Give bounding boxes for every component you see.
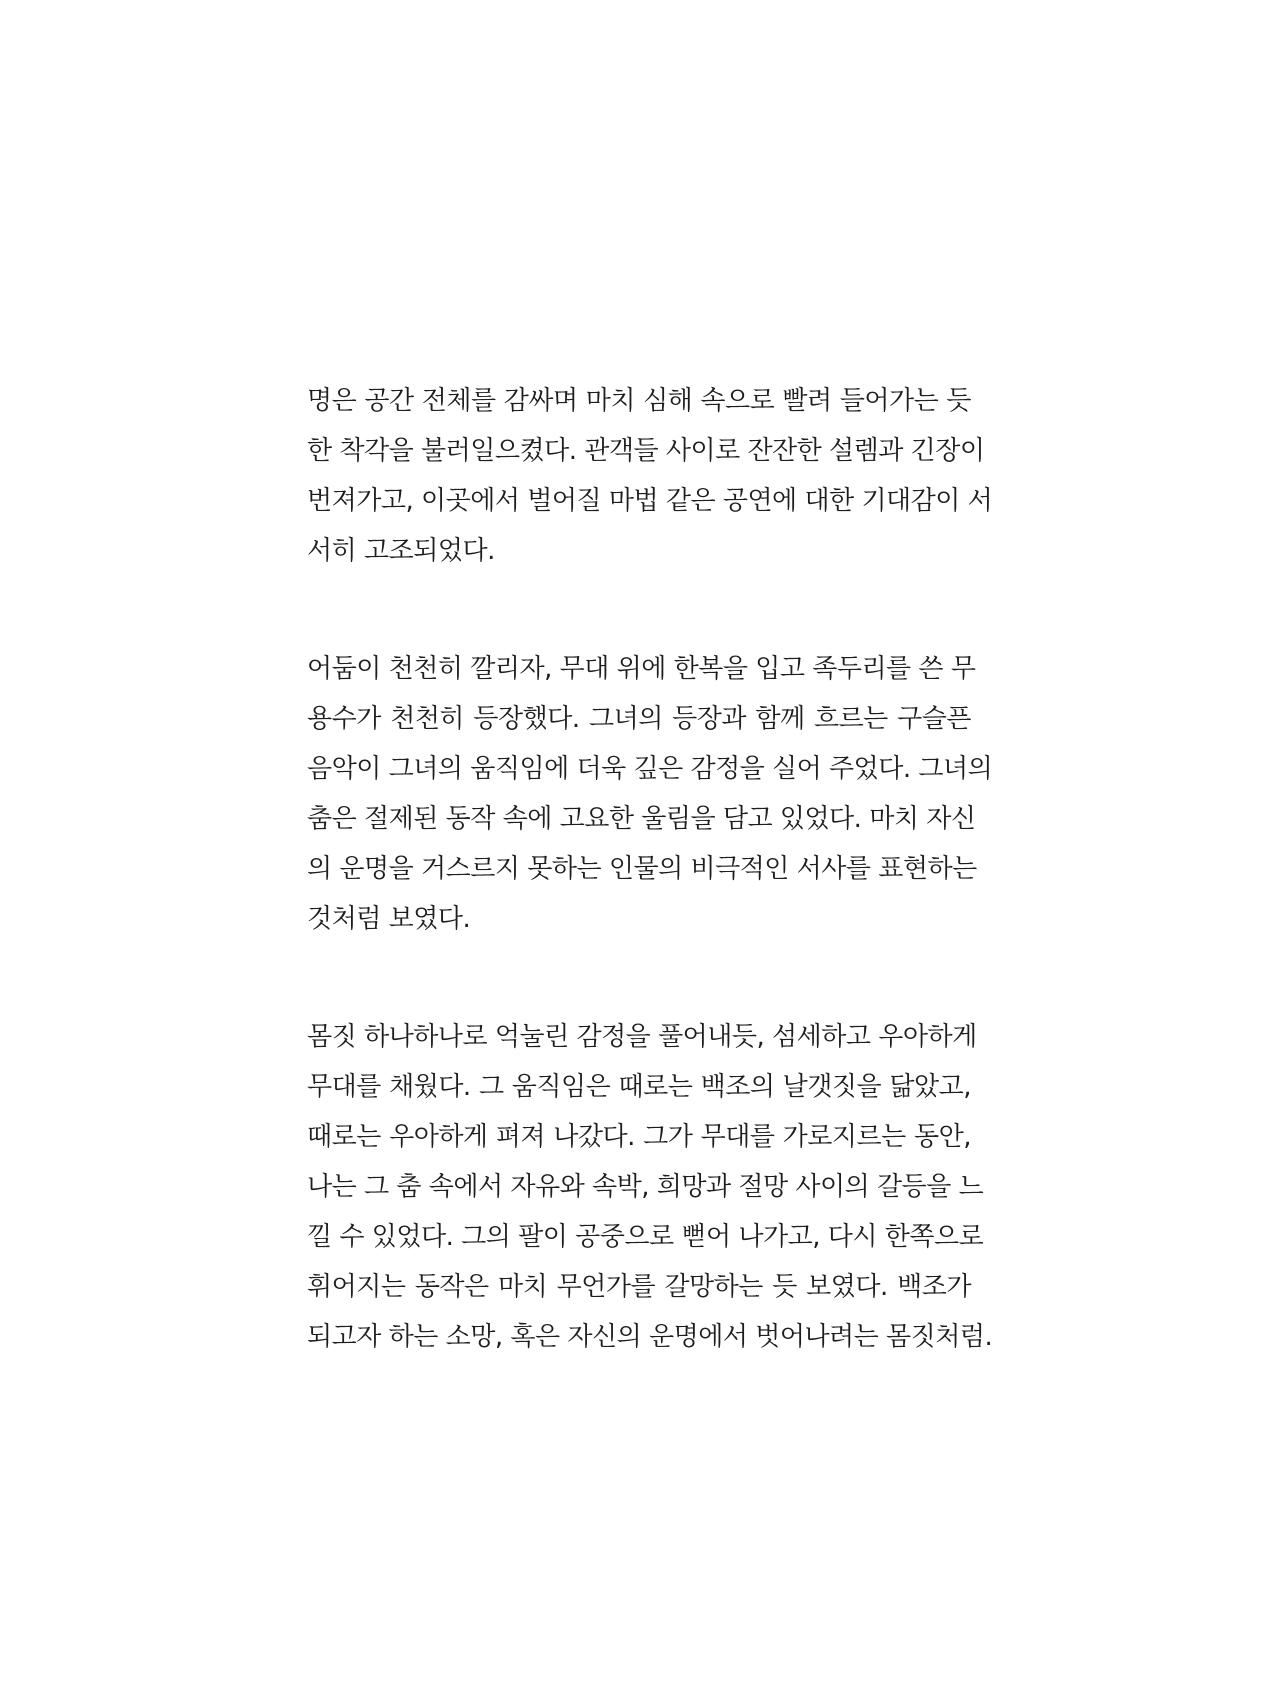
text-line: 되고자 하는 소망, 혹은 자신의 운명에서 벗어나려는 몸짓처럼. — [307, 1322, 993, 1352]
body-text — [307, 376, 993, 1430]
paragraph-2 — [307, 644, 993, 944]
text-line: 낄 수 있었다. 그의 팔이 공중으로 뻗어 나가고, 다시 한쪽으로 — [307, 1222, 984, 1252]
text-line: 휘어지는 동작은 마치 무언가를 갈망하는 듯 보였다. 백조가 — [307, 1272, 971, 1302]
text-line: 명은 공간 전체를 감싸며 마치 심해 속으로 빨려 들어가는 듯 — [307, 386, 971, 416]
text-line: 때로는 우아하게 펴져 나갔다. 그가 무대를 가로지르는 동안, — [307, 1122, 971, 1152]
text-line: 서히 고조되었다. — [307, 536, 495, 566]
text-line: 의 운명을 거스르지 못하는 인물의 비극적인 서사를 표현하는 — [307, 854, 977, 884]
text-line: 음악이 그녀의 움직임에 더욱 깊은 감정을 실어 주었다. 그녀의 — [307, 754, 993, 784]
text-line: 나는 그 춤 속에서 자유와 속박, 희망과 절망 사이의 갈등을 느 — [307, 1172, 984, 1202]
paragraph-3 — [307, 1012, 993, 1362]
text-line: 몸짓 하나하나로 억눌린 감정을 풀어내듯, 섬세하고 우아하게 — [307, 1022, 977, 1052]
text-line: 용수가 천천히 등장했다. 그녀의 등장과 함께 흐르는 구슬픈 — [307, 704, 971, 734]
text-line: 번져가고, 이곳에서 벌어질 마법 같은 공연에 대한 기대감이 서 — [307, 486, 993, 516]
text-line: 것처럼 보였다. — [307, 904, 471, 934]
text-line: 무대를 채웠다. 그 움직임은 때로는 백조의 날갯짓을 닮았고, — [307, 1072, 971, 1102]
text-line: 어둠이 천천히 깔리자, 무대 위에 한복을 입고 족두리를 쓴 무 — [307, 654, 976, 684]
text-line: 춤은 절제된 동작 속에 고요한 울림을 담고 있었다. 마치 자신 — [307, 804, 976, 834]
paragraph-1 — [307, 376, 993, 576]
text-line: 한 착각을 불러일으켰다. 관객들 사이로 잔잔한 설렘과 긴장이 — [307, 436, 985, 466]
